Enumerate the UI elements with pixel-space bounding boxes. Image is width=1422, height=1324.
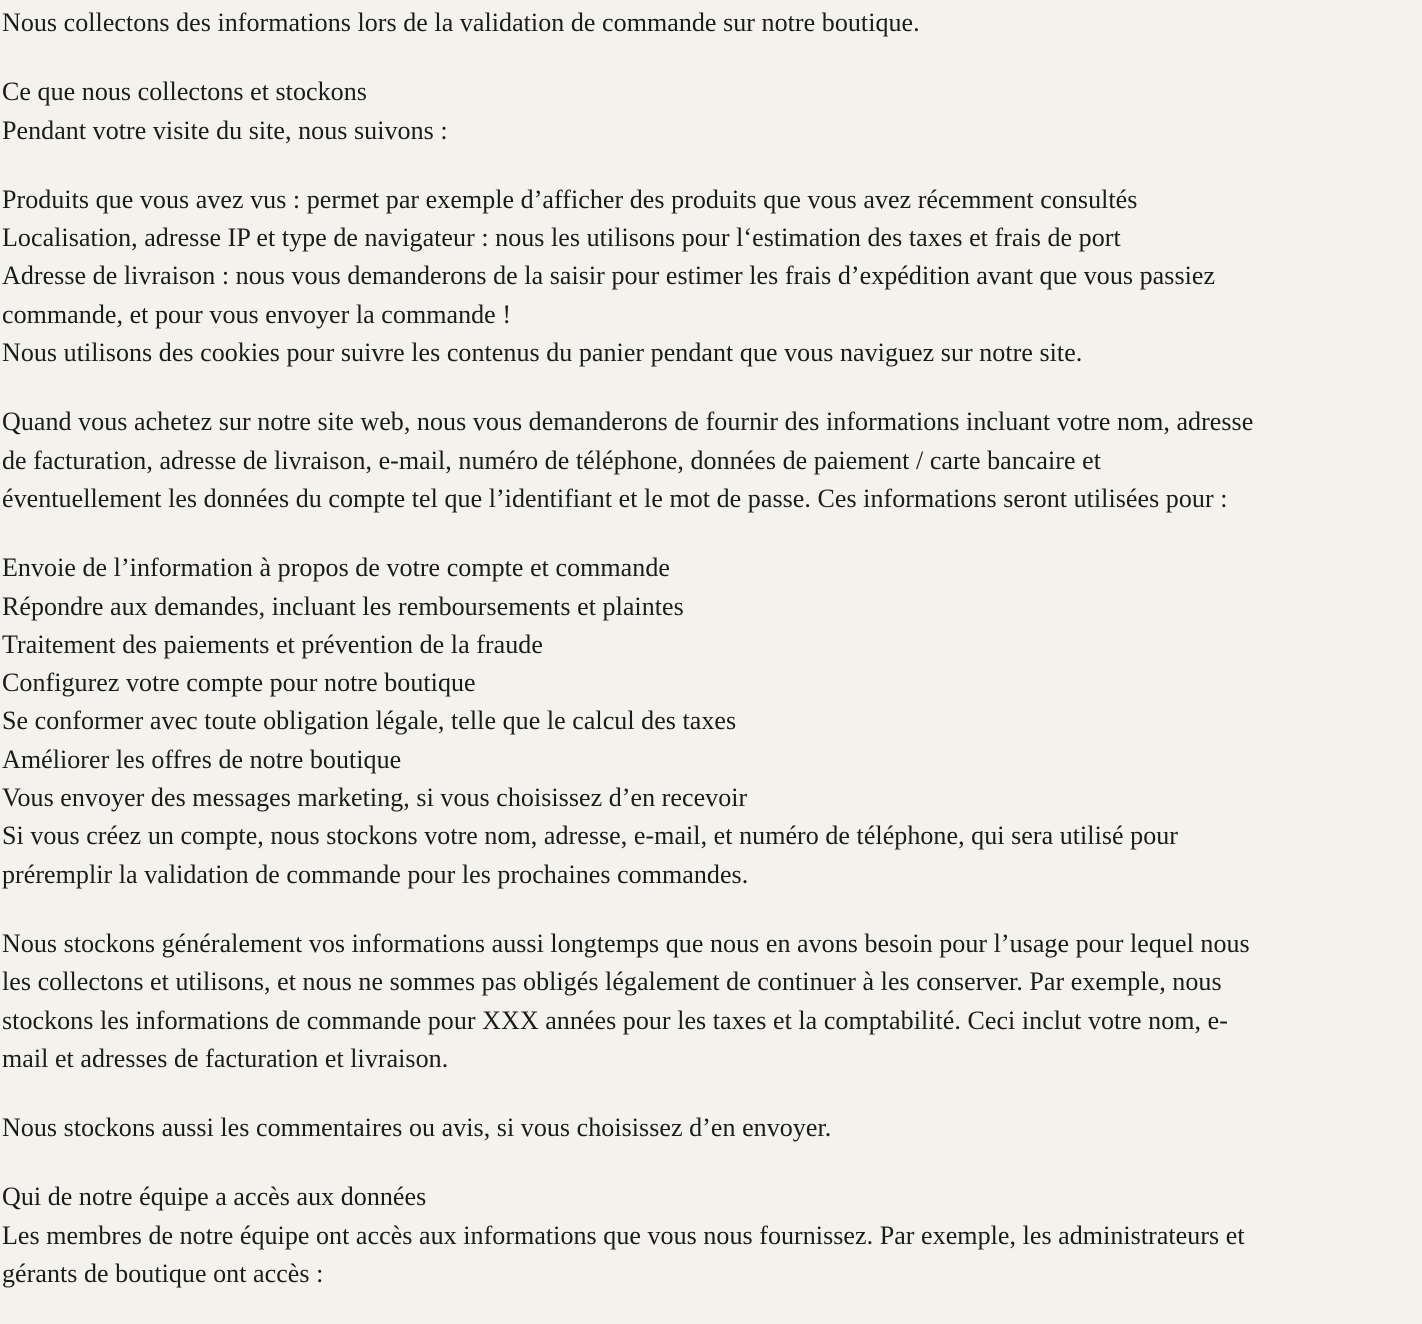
paragraph-line: Les membres de notre équipe ont accès aux informations que vous nous fournissez. Par exemple, les administrateurs et <box>2 1220 1245 1250</box>
intro-paragraph <box>2 4 1420 42</box>
privacy-policy-text <box>2 4 1420 1324</box>
list-item: Se conformer avec toute obligation légale, telle que le calcul des taxes <box>2 706 737 736</box>
list-item: Traitement des paiements et prévention de la fraude <box>2 629 543 659</box>
usage-items-list <box>2 549 1420 894</box>
comments-text: Nous stockons aussi les commentaires ou avis, si vous choisissez d’en envoyer. <box>2 1113 832 1143</box>
tracked-items-list <box>2 181 1420 372</box>
comments-paragraph <box>2 1109 1420 1147</box>
list-item: Adresse de livraison : nous vous demanderons de la saisir pour estimer les frais d’expédition avant que vous passiez <box>2 261 1216 291</box>
list-item: Améliorer les offres de notre boutique <box>2 744 402 774</box>
collect-heading: Ce que nous collectons et stockons <box>2 77 367 107</box>
list-item: commande, et pour vous envoyer la commande ! <box>2 299 512 329</box>
paragraph-line: mail et adresses de facturation et livraison. <box>2 1043 449 1073</box>
list-item: Produits que vous avez vus : permet par exemple d’afficher des produits que vous avez récemment consultés <box>2 184 1138 214</box>
paragraph-line: Nous stockons généralement vos informations aussi longtemps que nous en avons besoin pour l’usage pour lequel nous <box>2 928 1250 958</box>
paragraph-line: de facturation, adresse de livraison, e-mail, numéro de téléphone, données de paiement / carte bancaire et <box>2 445 1101 475</box>
purchase-paragraph <box>2 403 1420 518</box>
access-heading: Qui de notre équipe a accès aux données <box>2 1182 427 1212</box>
paragraph-line: Quand vous achetez sur notre site web, nous vous demanderons de fournir des informations incluant votre nom, adresse <box>2 407 1254 437</box>
access-section <box>2 1178 1420 1293</box>
retention-paragraph <box>2 925 1420 1078</box>
collect-section <box>2 73 1420 150</box>
collect-intro: Pendant votre visite du site, nous suivons : <box>2 115 448 145</box>
list-item: Vous envoyer des messages marketing, si vous choisissez d’en recevoir <box>2 783 748 813</box>
list-item: préremplir la validation de commande pour les prochaines commandes. <box>2 859 749 889</box>
intro-text: Nous collectons des informations lors de la validation de commande sur notre boutique. <box>2 8 920 37</box>
list-item: Configurez votre compte pour notre boutique <box>2 668 476 698</box>
list-item: Répondre aux demandes, incluant les remboursements et plaintes <box>2 591 684 621</box>
paragraph-line: gérants de boutique ont accès : <box>2 1259 324 1289</box>
paragraph-line: stockons les informations de commande pour XXX années pour les taxes et la comptabilité. Ceci inclut votre nom, e- <box>2 1005 1228 1035</box>
paragraph-line: les collectons et utilisons, et nous ne sommes pas obligés légalement de continuer à les conserver. Par exemple, nous <box>2 967 1222 997</box>
list-item: Envoie de l’information à propos de votre compte et commande <box>2 553 670 583</box>
list-item: Localisation, adresse IP et type de navigateur : nous les utilisons pour l‘estimation des taxes et frais de port <box>2 223 1121 253</box>
list-item: Si vous créez un compte, nous stockons votre nom, adresse, e-mail, et numéro de téléphone, qui sera utilisé pour <box>2 821 1179 851</box>
paragraph-line: éventuellement les données du compte tel que l’identifiant et le mot de passe. Ces informations seront utilisées pour : <box>2 483 1228 513</box>
list-item: Nous utilisons des cookies pour suivre les contenus du panier pendant que vous naviguez sur notre site. <box>2 338 1083 368</box>
